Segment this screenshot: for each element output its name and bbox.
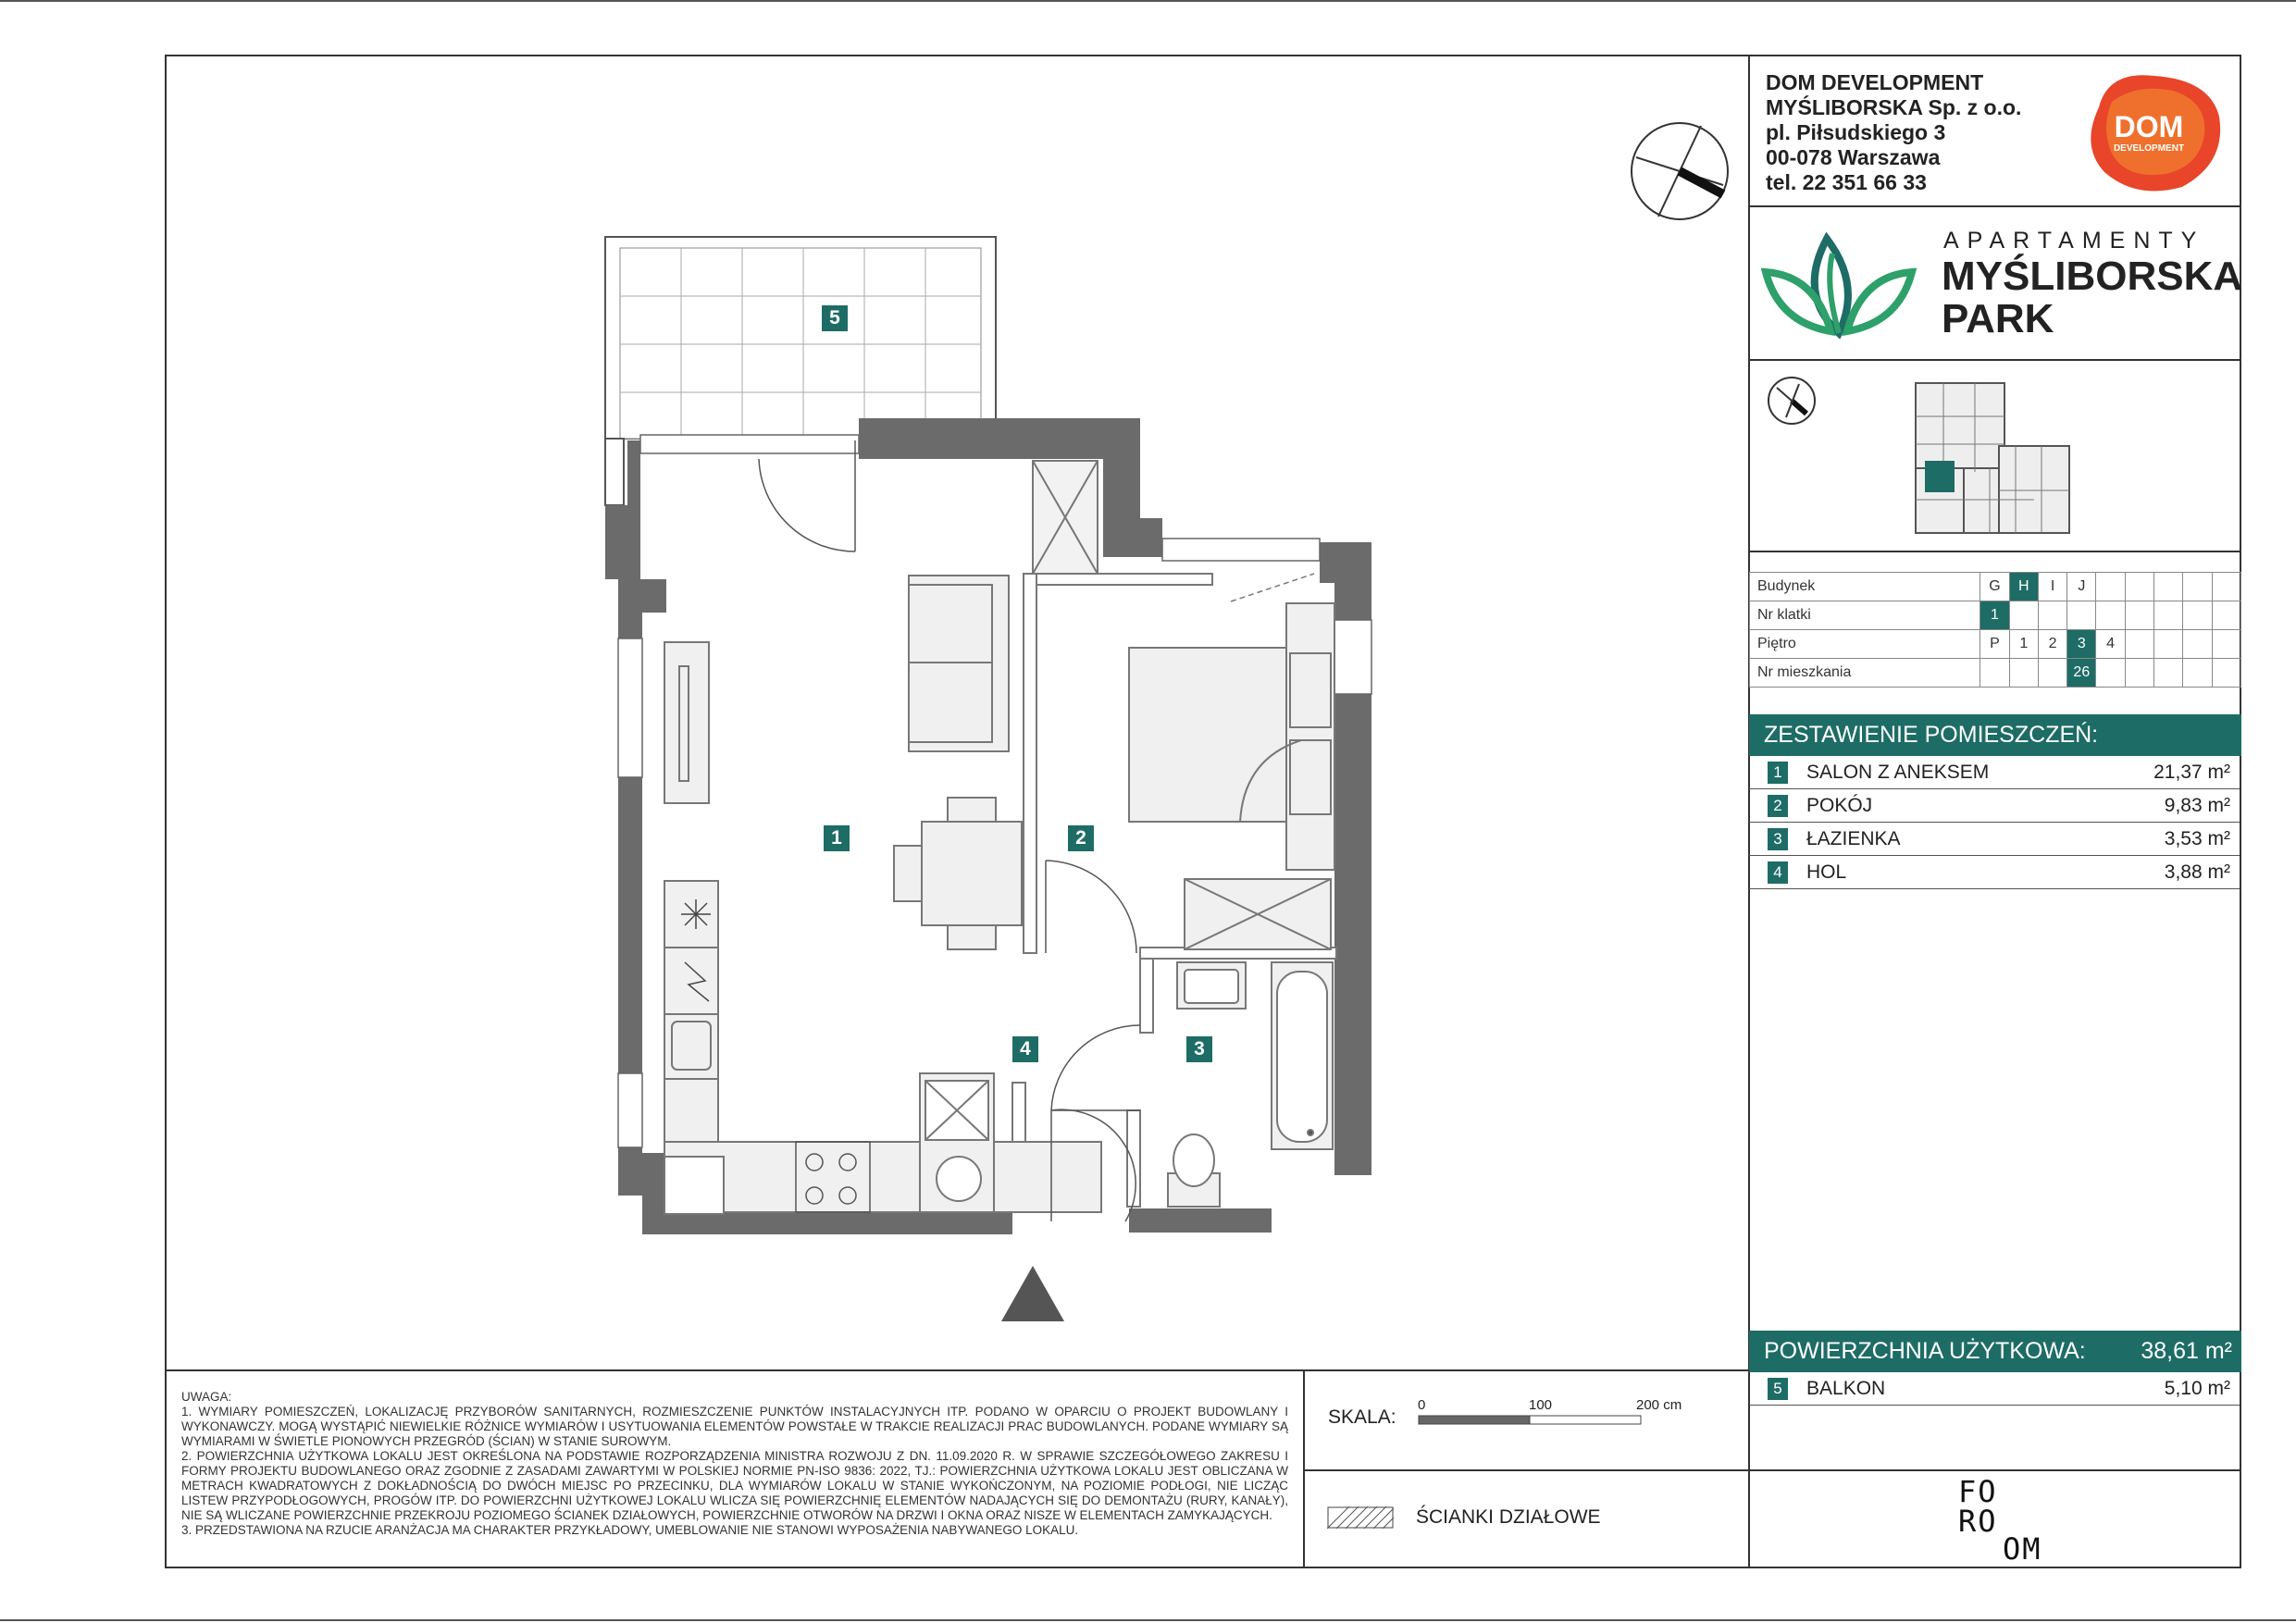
- sidebar-sep-3: [1748, 551, 2241, 552]
- location-row-label: Piętro: [1750, 630, 1980, 659]
- notes-block: [181, 1390, 1288, 1538]
- location-cell: [2212, 659, 2240, 688]
- location-row: [1750, 630, 2241, 659]
- company-line: pl. Piłsudskiego 3: [1766, 120, 1946, 144]
- entrance-marker-icon: [1001, 1266, 1064, 1321]
- sidebar-sep-1: [1748, 205, 2241, 207]
- location-cell: [2009, 659, 2038, 688]
- company-line: tel. 22 351 66 33: [1766, 170, 1927, 194]
- bottom-margin-line: [0, 1619, 2296, 1621]
- balcony-name: BALKON: [1806, 1378, 1886, 1399]
- dom-development-logo: [2080, 70, 2225, 196]
- location-cell: P: [1980, 630, 2009, 659]
- plan-tag-4: 4: [1012, 1036, 1038, 1062]
- room-name: ŁAZIENKA: [1806, 828, 1901, 849]
- plan-tag-3: 3: [1186, 1036, 1212, 1062]
- note-item: 1. WYMIARY POMIESZCZEŃ, LOKALIZACJĘ PRZYBORÓW SANITARNYCH, ROZMIESZCZENIE PUNKTÓW INSTALACYJNYCH ITP. PODANO W OPARCIU O PROJEKT BUDOWLANY I WYKONAWCZY. MOGĄ WYSTĄPIĆ NIEWIELKIE RÓŻNICE WYMIARÓW I USYTUOWANIA ELEMENTÓW POWSTAŁE W TRAKCIE REALIZACJI PRAC BUDOWLANYCH. PODANE WYMIARY SĄ WYMIARAMI W ŚWIETLE PIONOWYCH PRZEGRÓD (ŚCIAN) W STANIE SUROWYM.: [181, 1405, 1288, 1448]
- project-line-2: MYŚLIBORSKA: [1942, 254, 2243, 299]
- balcony-num: 5: [1768, 1378, 1788, 1400]
- company-line: DOM DEVELOPMENT: [1766, 70, 1984, 94]
- location-cell: [2154, 630, 2183, 659]
- room-area: 9,83 m²: [2164, 795, 2230, 816]
- location-cell: [2183, 630, 2212, 659]
- company-line: MYŚLIBORSKA Sp. z o.o.: [1766, 95, 2022, 119]
- balcony-area: 5,10 m²: [2164, 1378, 2230, 1399]
- location-cell: 1: [2009, 630, 2038, 659]
- notes-title: UWAGA:: [181, 1390, 232, 1404]
- scale-tick-0: 0: [1418, 1397, 1426, 1413]
- key-plan-building: [1906, 379, 2073, 537]
- logo-development-text: DEVELOPMENT: [2113, 143, 2185, 154]
- plan-tag-2: 2: [1068, 825, 1094, 851]
- location-cell: [2096, 601, 2125, 630]
- floor-plan: [592, 229, 1388, 1340]
- partition-walls-hatch-icon: [1327, 1506, 1394, 1529]
- north-compass-icon: [1629, 120, 1731, 222]
- company-address: [1766, 70, 2021, 195]
- plan-tag-1: 1: [824, 825, 850, 851]
- location-row-label: Budynek: [1750, 573, 1980, 601]
- location-cell: [2096, 573, 2125, 601]
- note-item: 3. PRZEDSTAWIONA NA RZUCIE ARANŻACJA MA CHARAKTER PRZYKŁADOWY, UMEBLOWANIE NIE STANOWI WYPOSAŻENIA NABYWANEGO LOKALU.: [181, 1523, 1079, 1537]
- key-plan-compass-icon: [1766, 375, 1818, 427]
- rooms-header: [1749, 714, 2241, 756]
- plan-tag-5: 5: [822, 305, 848, 331]
- note-item: 2. POWIERZCHNIA UŻYTKOWA LOKALU JEST OKREŚLONA NA PODSTAWIE ROZPORZĄDZENIA MINISTRA ROZWOJU Z DN. 11.09.2020 R. W SPRAWIE SZCZEGÓŁOWEGO ZAKRESU I FORMY PROJEKTU BUDOWLANEGO ORAZ ZGODNIE Z ZASADAMI ZAWARTYMI W POLSKIEJ NORMIE PN-ISO 9836: 2022, TJ.: POWIERZCHNIA UŻYTKOWA LOKALU JEST OBLICZANA W METRACH KWADRATOWYCH Z DOKŁADNOŚCIĄ DO DWÓCH MIEJSC PO PRZECINKU, DLA WYMIARÓW LOKALU W STANIE WYKOŃCZONYM, NA POZIOMIE PODŁOGI, NIE LICZĄC LISTEW PRZYPODŁOGOWYCH, PROGÓW ITP. DO POWIERZCHNI UŻYTKOWEJ LOKALU WLICZA SIĘ POWIERZCHNIĘ ELEMENTÓW NADAJĄCYCH SIĘ DO DEMONTAŻU (RURY, KANAŁY), NIE SĄ WLICZANE POWIERZCHNIE PRZEKROJU POZIOMEGO ŚCIANEK DZIAŁOWYCH, POWIERZCHNIE OTWORÓW NA DRZWI I OKNA ORAZ NISZE W ELEMENTACH ZAMYKAJĄCYCH.: [181, 1449, 1288, 1522]
- location-row: [1750, 659, 2241, 688]
- sidebar-sep-2: [1748, 359, 2241, 361]
- key-plan-highlight: [1925, 461, 1955, 492]
- location-table: [1749, 572, 2241, 688]
- room-area: 3,88 m²: [2164, 861, 2230, 883]
- location-cell: 3: [2067, 630, 2096, 659]
- usable-area-bar: [1749, 1331, 2241, 1372]
- location-cell: J: [2067, 573, 2096, 601]
- room-row: [1749, 756, 2240, 789]
- room-row: [1749, 789, 2240, 823]
- location-cell: [2183, 573, 2212, 601]
- location-row-label: Nr klatki: [1750, 601, 1980, 630]
- room-area: 21,37 m²: [2153, 762, 2230, 783]
- scale-label: SKALA:: [1328, 1406, 1396, 1428]
- room-name: POKÓJ: [1806, 795, 1873, 816]
- location-cell: [2212, 630, 2240, 659]
- scale-bar: [1418, 1414, 1645, 1427]
- room-num: 1: [1768, 762, 1788, 784]
- location-cell: [2212, 601, 2240, 630]
- location-row-label: Nr mieszkania: [1750, 659, 1980, 688]
- location-cell: 4: [2096, 630, 2125, 659]
- washing-machine: [920, 1073, 994, 1212]
- location-cell: I: [2038, 573, 2066, 601]
- legend-walls-label: ŚCIANKI DZIAŁOWE: [1416, 1506, 1601, 1528]
- foroom-line: OM: [2003, 1531, 2042, 1567]
- room-num: 2: [1768, 795, 1788, 817]
- usable-area-value: 38,61 m²: [2141, 1338, 2232, 1364]
- room-area: 3,53 m²: [2164, 828, 2230, 849]
- foroom-line: FO: [1958, 1474, 1998, 1509]
- room-num: 4: [1768, 861, 1788, 884]
- location-cell: [2067, 601, 2096, 630]
- location-cell: [2183, 601, 2212, 630]
- room-row: [1749, 823, 2240, 856]
- location-cell: 2: [2038, 630, 2066, 659]
- usable-area-label: POWIERZCHNIA UŻYTKOWA:: [1764, 1338, 2086, 1364]
- location-cell: [2154, 601, 2183, 630]
- wardrobe: [1185, 879, 1331, 949]
- location-cell: [2038, 601, 2066, 630]
- room-row: [1749, 856, 2240, 889]
- location-cell: [2183, 659, 2212, 688]
- scale-legend-divider: [1303, 1469, 1749, 1471]
- location-cell: [2125, 659, 2153, 688]
- rooms-header-text: ZESTAWIENIE POMIESZCZEŃ:: [1764, 722, 2099, 748]
- location-cell: [2212, 573, 2240, 601]
- location-cell: [2125, 630, 2153, 659]
- room-name: HOL: [1806, 861, 1847, 883]
- location-cell: [1980, 659, 2009, 688]
- location-cell: G: [1980, 573, 2009, 601]
- location-row: [1750, 601, 2241, 630]
- sidebar-sep-4: [1748, 1469, 2241, 1471]
- room-num: 3: [1768, 828, 1788, 850]
- location-cell: [2038, 659, 2066, 688]
- location-cell: [2125, 573, 2153, 601]
- location-cell: 1: [1980, 601, 2009, 630]
- location-cell: [2009, 601, 2038, 630]
- location-cell: H: [2009, 573, 2038, 601]
- foroom-line: RO: [1958, 1504, 1998, 1539]
- location-cell: [2096, 659, 2125, 688]
- logo-dom-text: DOM: [2114, 110, 2184, 143]
- company-line: 00-078 Warszawa: [1766, 145, 1941, 169]
- location-cell: [2154, 659, 2183, 688]
- balcony-row: [1749, 1372, 2240, 1406]
- leaf-logo-icon: [1760, 229, 1917, 341]
- location-cell: [2154, 573, 2183, 601]
- foroom-logo: [1958, 1474, 2042, 1567]
- location-cell: 26: [2067, 659, 2096, 688]
- top-margin-line: [0, 0, 2296, 2]
- sofa: [909, 576, 1009, 751]
- scale-tick-100: 100: [1529, 1397, 1553, 1413]
- kitchen-corner-box: [664, 1157, 724, 1214]
- project-line-1: APARTAMENTY: [1943, 228, 2205, 254]
- scale-tick-200: 200 cm: [1636, 1397, 1682, 1413]
- room-name: SALON Z ANEKSEM: [1806, 762, 1990, 783]
- ventilation-shaft: [1033, 461, 1098, 574]
- location-cell: [2125, 601, 2153, 630]
- location-row: [1750, 573, 2241, 601]
- notes-divider: [165, 1369, 1749, 1371]
- appliance-asterisk-icon: [681, 899, 711, 929]
- project-line-3: PARK: [1942, 296, 2054, 341]
